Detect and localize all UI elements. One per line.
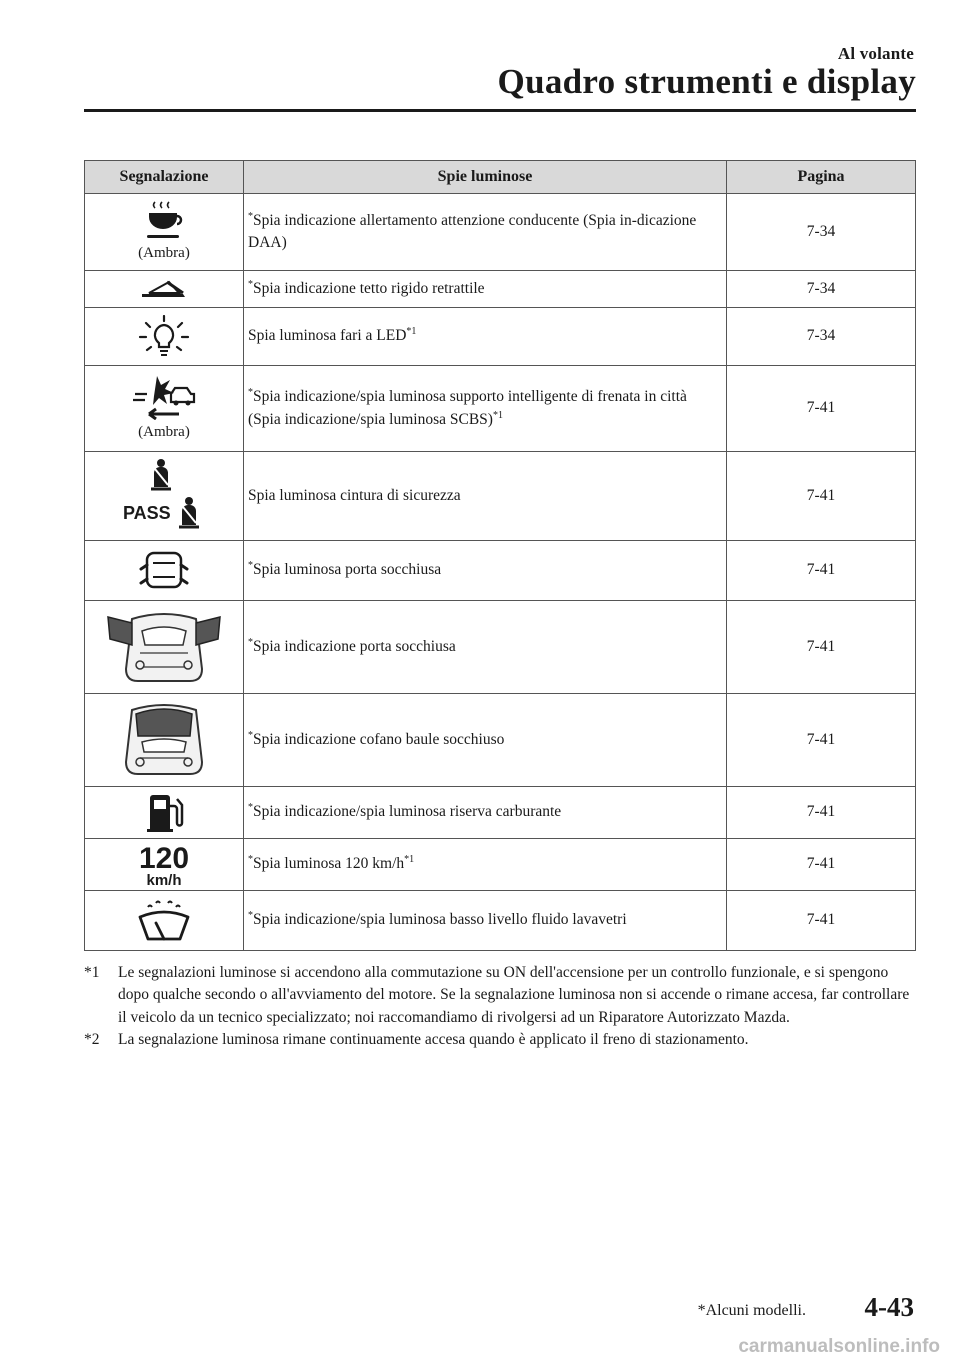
car-doors-open-icon	[104, 607, 224, 687]
page-reference: 7-34	[727, 271, 916, 308]
color-label: (Ambra)	[138, 245, 190, 262]
speed-value: 120	[138, 841, 190, 875]
table-row	[85, 271, 916, 308]
table-row	[85, 366, 916, 452]
description-cell: *Spia indicazione cofano baule socchiuso	[244, 694, 727, 787]
table-row	[85, 194, 916, 271]
models-note: *Alcuni modelli.	[697, 1302, 806, 1319]
signal-cell	[85, 694, 244, 787]
table-row	[85, 541, 916, 601]
footnotes	[84, 962, 916, 1052]
door-ajar-icon	[139, 549, 189, 593]
light-description: Spia indicazione/spia luminosa supporto intelligente di frenata in città (Spia indicazione/spia luminosa SCBS)	[248, 388, 687, 428]
table-row	[85, 891, 916, 951]
retractable-hardtop-icon	[139, 278, 189, 300]
light-description: Spia indicazione/spia luminosa riserva carburante	[253, 803, 562, 821]
light-description: Spia indicazione cofano baule socchiuso	[253, 730, 505, 748]
footnote-text: Le segnalazioni luminose si accendono alla commutazione su ON dell'accensione per un controllo funzionale, e si spengono dopo qualche secondo o all'avviamento del motore. Se la segnalazione luminosa non si accende o rimane accesa, far controllare il veicolo da un tecnico specializzato; noi raccomandiamo di rivolgersi ad un Riparatore Autorizzato Mazda.	[118, 964, 910, 1026]
header-divider	[84, 109, 916, 112]
light-description: Spia indicazione porta socchiusa	[253, 637, 456, 655]
section-label: Al volante	[837, 44, 914, 63]
fuel-pump-icon	[144, 792, 184, 834]
table-row	[85, 694, 916, 787]
page-number: 4-43	[864, 1292, 914, 1322]
description-cell: *Spia indicazione/spia luminosa basso livello fluido lavavetri	[244, 891, 727, 951]
page-reference: 7-41	[727, 541, 916, 601]
speed-unit: km/h	[146, 871, 182, 888]
description-cell: *Spia luminosa porta socchiusa	[244, 541, 727, 601]
light-description: Spia indicazione/spia luminosa basso livello fluido lavavetri	[253, 911, 627, 929]
signal-cell	[85, 839, 244, 891]
page-reference: 7-41	[727, 787, 916, 839]
signal-cell	[85, 891, 244, 951]
description-cell: *Spia luminosa 120 $km/h^{*1}$	[244, 839, 727, 891]
light-description: Spia luminosa cintura di sicurezza	[248, 486, 461, 504]
page-reference: 7-41	[727, 452, 916, 541]
column-header-page: Pagina	[727, 161, 916, 194]
signal-cell	[85, 452, 244, 541]
page-reference: 7-34	[727, 194, 916, 271]
seatbelt-icon	[121, 457, 207, 535]
page-reference: 7-41	[727, 839, 916, 891]
footnote	[84, 962, 916, 1029]
light-description: Spia indicazione allertamento attenzione conducente (Spia in-dicazione DAA)	[248, 211, 697, 251]
signal-cell	[85, 194, 244, 271]
page-reference: 7-41	[727, 601, 916, 694]
page-reference: 7-41	[727, 891, 916, 951]
description-cell: *Spia indicazione/spia luminosa riserva carburante	[244, 787, 727, 839]
description-cell: *Spia indicazione porta socchiusa	[244, 601, 727, 694]
table-row	[85, 787, 916, 839]
signal-cell	[85, 541, 244, 601]
footnote	[84, 1029, 916, 1051]
light-description: Spia luminosa 120 km/h	[253, 855, 405, 873]
washer-fluid-icon	[136, 899, 192, 943]
footnote-mark: *1	[84, 964, 100, 981]
signal-cell	[85, 787, 244, 839]
description-cell: *Spia indicazione/spia luminosa supporto intelligente di frenata in città (Spia indicazione/spia luminosa SCBS)$^{*1}$	[244, 366, 727, 452]
table-header-row	[85, 161, 916, 194]
color-label: (Ambra)	[138, 423, 190, 440]
car-trunk-open-icon	[114, 700, 214, 780]
description-cell: Spia luminosa fari a LED$^{*1}$	[244, 308, 727, 366]
description-cell: *Spia indicazione tetto rigido retrattile	[244, 271, 727, 308]
page-reference: 7-41	[727, 366, 916, 452]
description-cell	[244, 452, 727, 541]
scbs-brake-support-icon	[131, 374, 197, 420]
light-description: Spia luminosa fari a LED	[248, 327, 407, 345]
footnote-mark: *2	[84, 1031, 100, 1049]
led-headlight-icon	[138, 315, 190, 359]
column-header-lights: Spie luminose	[244, 161, 727, 194]
table-row	[85, 839, 916, 891]
light-description: Spia indicazione tetto rigido retrattile	[253, 279, 485, 297]
page-reference: 7-41	[727, 694, 916, 787]
signal-cell	[85, 308, 244, 366]
description-cell: *Spia indicazione allertamento attenzione conducente (Spia in-dicazione DAA)	[244, 194, 727, 271]
signal-cell	[85, 601, 244, 694]
warning-lights-table	[84, 160, 916, 951]
column-header-signal: Segnalazione	[85, 161, 244, 194]
page-title: Quadro strumenti e display	[497, 62, 916, 101]
watermark: carmanualsonline.info	[738, 1336, 940, 1357]
table-row	[85, 452, 916, 541]
table-row	[85, 308, 916, 366]
signal-cell	[85, 366, 244, 452]
page-reference: 7-34	[727, 308, 916, 366]
light-description: Spia luminosa porta socchiusa	[253, 561, 442, 579]
driver-attention-coffee-icon	[144, 199, 184, 241]
table-row	[85, 601, 916, 694]
footnote-text: La segnalazione luminosa rimane continuamente accesa quando è applicato il freno di stazionamento.	[118, 1031, 749, 1049]
pass-label: PASS	[123, 503, 171, 523]
signal-cell	[85, 271, 244, 308]
speed-120-icon	[127, 842, 201, 888]
